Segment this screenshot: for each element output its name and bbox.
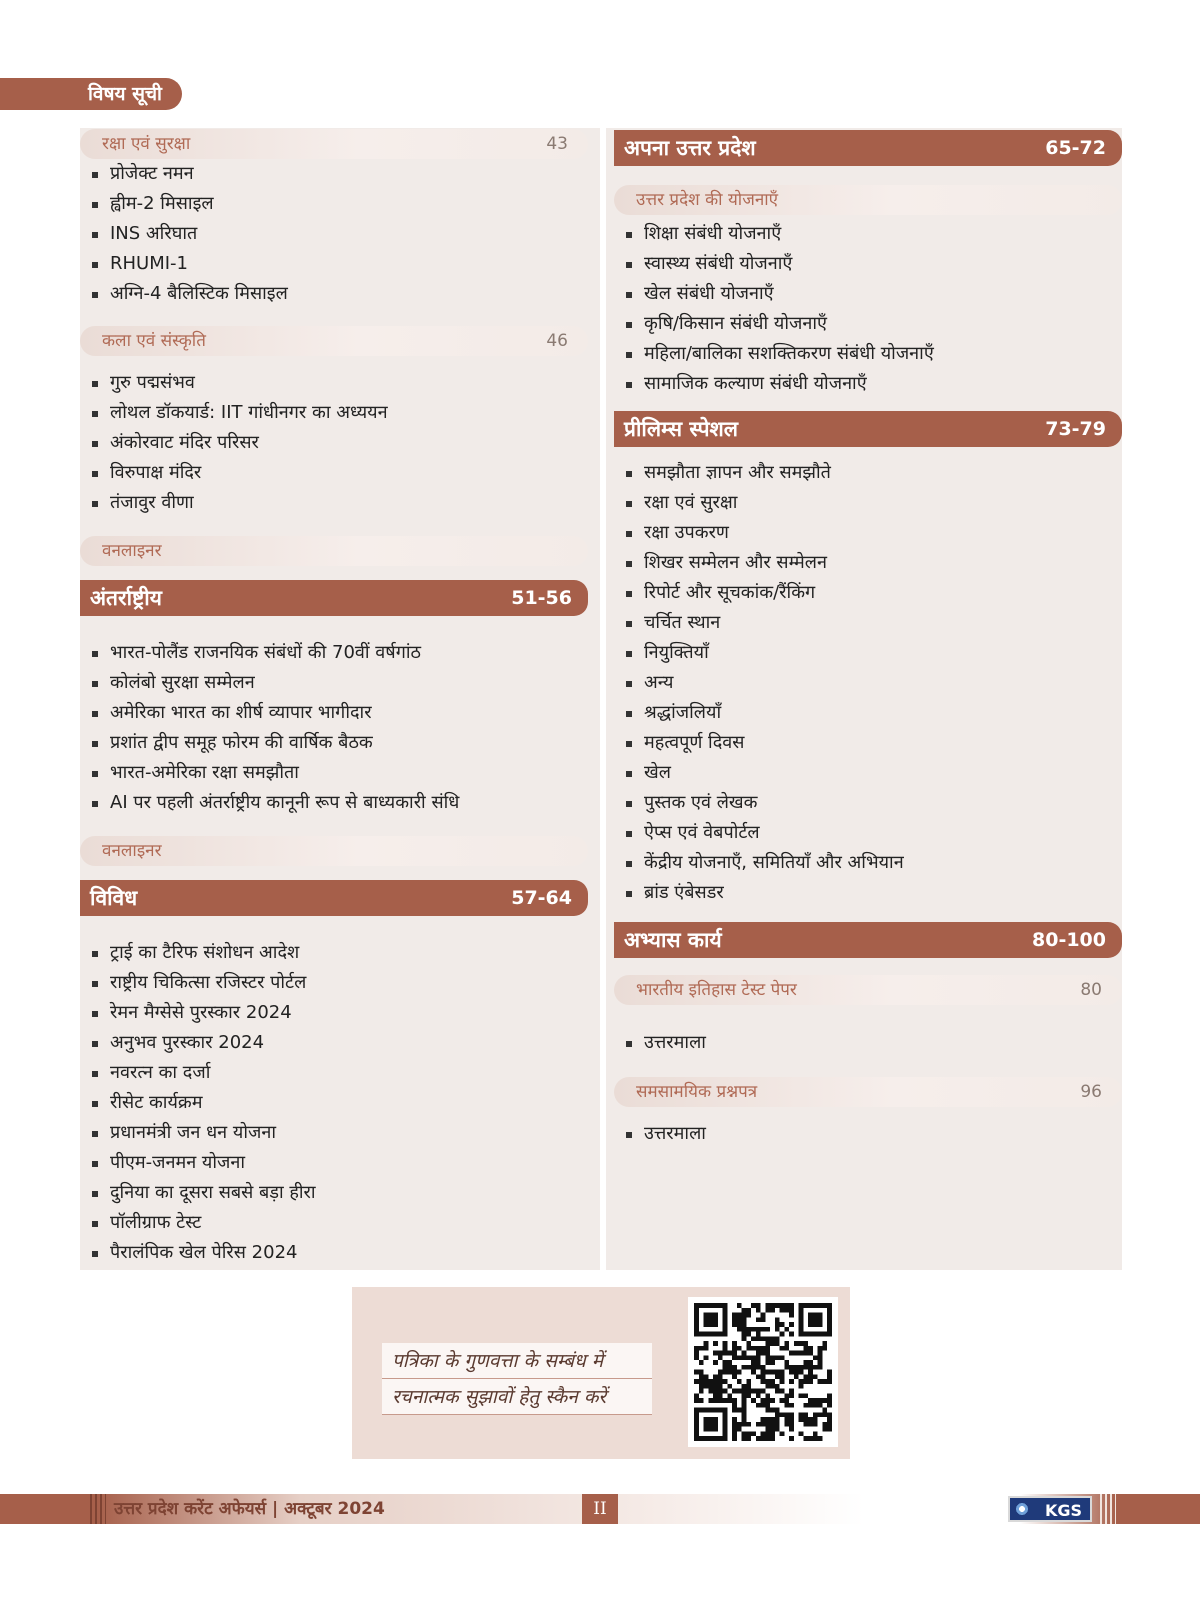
section-pages: 80-100 (1032, 929, 1106, 951)
list-item: INS अरिघात (80, 219, 288, 249)
contents-tab: विषय सूची (0, 78, 182, 110)
list-item: अंकोरवाट मंदिर परिसर (80, 428, 388, 458)
promo-text (382, 1343, 652, 1415)
list-item: भारत-पोलैंड राजनयिक संबंधों की 70वीं वर्षगांठ (80, 638, 459, 668)
list-item: भारत-अमेरिका रक्षा समझौता (80, 758, 459, 788)
list-item: उत्तरमाला (614, 1119, 706, 1149)
subsection-up-schemes (614, 185, 1122, 215)
kgs-logo (1008, 1496, 1092, 1522)
list-item: अमेरिका भारत का शीर्ष व्यापार भागीदार (80, 698, 459, 728)
section-pages: 65-72 (1045, 137, 1106, 159)
list-item: महत्वपूर्ण दिवस (614, 728, 904, 758)
section-apna-uttar-pradesh (614, 130, 1122, 166)
list-item: पॉलीग्राफ टेस्ट (80, 1208, 316, 1238)
list-item: शिखर सम्मेलन और सम्मेलन (614, 548, 904, 578)
list-item: नवरत्न का दर्जा (80, 1058, 316, 1088)
emblem-icon (1014, 1501, 1030, 1517)
subsection-current-affairs-paper (614, 1077, 1122, 1107)
art-culture-list (80, 368, 388, 518)
list-item: RHUMI-1 (80, 249, 288, 279)
subsection-title: भारतीय इतिहास टेस्ट पेपर (636, 980, 797, 1000)
section-practice-work (614, 922, 1122, 958)
qr-code-graphic (694, 1303, 832, 1441)
section-title: अंतर्राष्ट्रीय (90, 586, 162, 610)
list-item: रक्षा उपकरण (614, 518, 904, 548)
qr-code[interactable] (688, 1297, 838, 1447)
list-item: रीसेट कार्यक्रम (80, 1088, 316, 1118)
list-item: ह्वीम-2 मिसाइल (80, 189, 288, 219)
up-schemes-list (614, 219, 934, 399)
subsection-title: उत्तर प्रदेश की योजनाएँ (636, 190, 779, 210)
list-item: नियुक्तियाँ (614, 638, 904, 668)
list-item: पुस्तक एवं लेखक (614, 788, 904, 818)
list-item: कोलंबो सुरक्षा सम्मेलन (80, 668, 459, 698)
list-item: रक्षा एवं सुरक्षा (614, 488, 904, 518)
list-item: AI पर पहली अंतर्राष्ट्रीय कानूनी रूप से बाध्यकारी संधि (80, 788, 459, 818)
list-item: ट्राई का टैरिफ संशोधन आदेश (80, 938, 316, 968)
promo-line-1: पत्रिका के गुणवत्ता के सम्बंध में (382, 1343, 652, 1379)
list-item: चर्चित स्थान (614, 608, 904, 638)
list-item: महिला/बालिका सशक्तिकरण संबंधी योजनाएँ (614, 339, 934, 369)
list-item: प्रशांत द्वीप समूह फोरम की वार्षिक बैठक (80, 728, 459, 758)
subsection-page: 46 (546, 331, 568, 351)
subsection-title: कला एवं संस्कृति (102, 331, 206, 351)
section-title: अपना उत्तर प्रदेश (624, 136, 756, 160)
subsection-title: वनलाइनर (102, 841, 162, 861)
subsection-oneliner-1 (80, 536, 588, 566)
section-miscellaneous (80, 880, 588, 916)
section-title: अभ्यास कार्य (624, 928, 722, 952)
list-item: सामाजिक कल्याण संबंधी योजनाएँ (614, 369, 934, 399)
list-item: खेल (614, 758, 904, 788)
subsection-title: वनलाइनर (102, 541, 162, 561)
list-item: शिक्षा संबंधी योजनाएँ (614, 219, 934, 249)
list-item: विरुपाक्ष मंदिर (80, 458, 388, 488)
section-title: प्रीलिम्स स्पेशल (624, 417, 739, 441)
list-item: कृषि/किसान संबंधी योजनाएँ (614, 309, 934, 339)
current-affairs-answers-list (614, 1119, 706, 1149)
footer-stripes-right (1100, 1494, 1116, 1524)
logo-text: KGS (1044, 1501, 1082, 1520)
list-item: तंजावुर वीणा (80, 488, 388, 518)
list-item: अग्नि-4 बैलिस्टिक मिसाइल (80, 279, 288, 309)
list-item: राष्ट्रीय चिकित्सा रजिस्टर पोर्टल (80, 968, 316, 998)
promo-line-2: रचनात्मक सुझावों हेतु स्कैन करें (382, 1379, 652, 1415)
subsection-defence (80, 129, 588, 159)
list-item: पैरालंपिक खेल पेरिस 2024 (80, 1238, 316, 1268)
subsection-page: 96 (1080, 1082, 1102, 1102)
prelims-special-list (614, 458, 904, 908)
section-pages: 57-64 (511, 887, 572, 909)
list-item: ब्रांड एंबेसडर (614, 878, 904, 908)
list-item: केंद्रीय योजनाएँ, समितियाँ और अभियान (614, 848, 904, 878)
list-item: खेल संबंधी योजनाएँ (614, 279, 934, 309)
list-item: प्रोजेक्ट नमन (80, 159, 288, 189)
list-item: अनुभव पुरस्कार 2024 (80, 1028, 316, 1058)
list-item: रेमन मैग्सेसे पुरस्कार 2024 (80, 998, 316, 1028)
defence-list (80, 159, 288, 309)
list-item: अन्य (614, 668, 904, 698)
subsection-oneliner-2 (80, 836, 588, 866)
footer-title: उत्तर प्रदेश करेंट अफेयर्स | अक्टूबर 2024 (114, 1499, 385, 1519)
list-item: उत्तरमाला (614, 1028, 706, 1058)
miscellaneous-list (80, 938, 316, 1268)
subsection-page: 80 (1080, 980, 1102, 1000)
international-list (80, 638, 459, 818)
section-pages: 73-79 (1045, 418, 1106, 440)
list-item: रिपोर्ट और सूचकांक/रैंकिंग (614, 578, 904, 608)
list-item: प्रधानमंत्री जन धन योजना (80, 1118, 316, 1148)
subsection-title: समसामयिक प्रश्नपत्र (636, 1082, 758, 1102)
section-pages: 51-56 (511, 587, 572, 609)
section-prelims-special (614, 411, 1122, 447)
list-item: लोथल डॉकयार्ड: IIT गांधीनगर का अध्ययन (80, 398, 388, 428)
list-item: समझौता ज्ञापन और समझौते (614, 458, 904, 488)
page-number: II (582, 1494, 618, 1524)
section-title: विविध (90, 886, 138, 910)
history-answers-list (614, 1028, 706, 1058)
subsection-page: 43 (546, 134, 568, 154)
footer-stripes-left (90, 1494, 106, 1524)
subsection-history-test-paper (614, 975, 1122, 1005)
list-item: गुरु पद्मसंभव (80, 368, 388, 398)
list-item: स्वास्थ्य संबंधी योजनाएँ (614, 249, 934, 279)
subsection-title: रक्षा एवं सुरक्षा (102, 134, 191, 154)
list-item: ऐप्स एवं वेबपोर्टल (614, 818, 904, 848)
subsection-art-culture (80, 326, 588, 356)
list-item: पीएम-जनमन योजना (80, 1148, 316, 1178)
feedback-promo-box (352, 1287, 850, 1459)
section-international (80, 580, 588, 616)
list-item: श्रद्धांजलियाँ (614, 698, 904, 728)
list-item: दुनिया का दूसरा सबसे बड़ा हीरा (80, 1178, 316, 1208)
